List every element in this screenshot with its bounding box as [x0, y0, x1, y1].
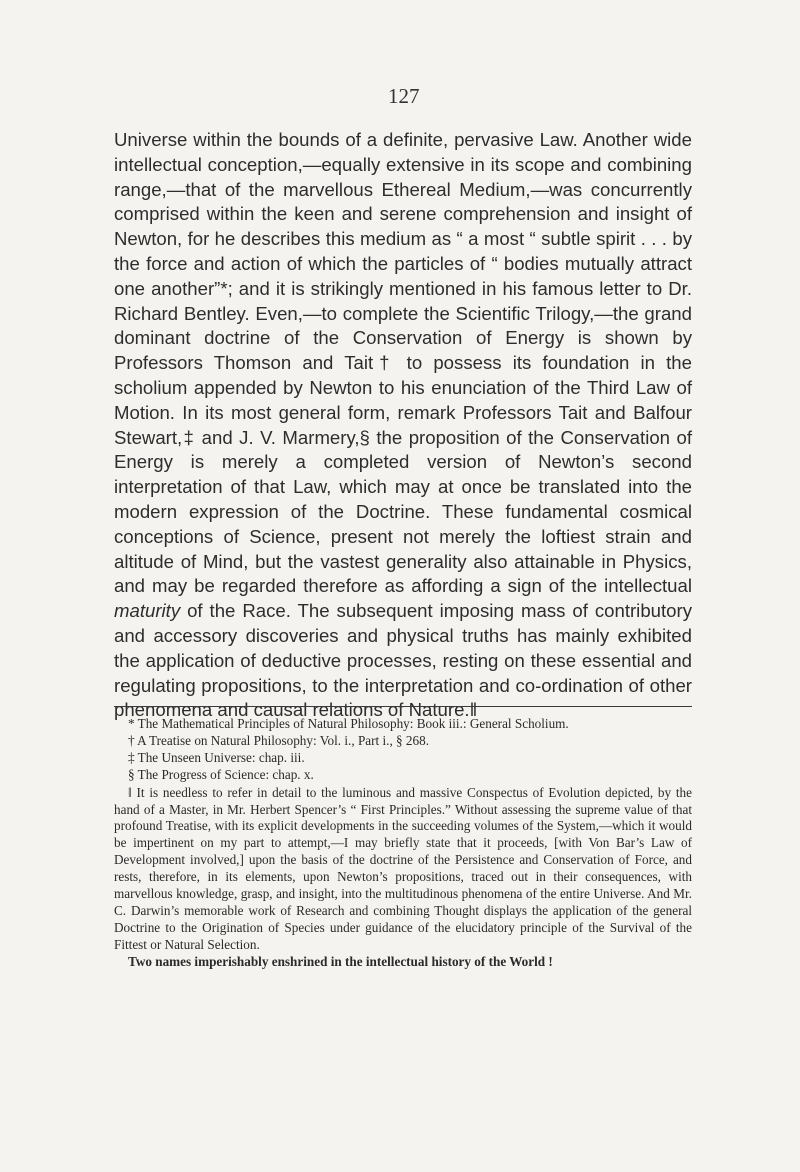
footnote-2: † A Treatise on Natural Philosophy: Vol. i., Part i., § 268. [128, 732, 430, 748]
italic-word: maturity [114, 600, 181, 622]
main-text [114, 128, 692, 723]
footnote-1: * The Mathematical Principles of Natural Philosophy: Book iii.: General Scholium. [128, 716, 569, 731]
paragraph-text-part-1: Universe within the bounds of a definite, pervasive Law. Another wide intellectual conception,—equally extensive in its scope and combining range,—that of the marvellous Ethereal Medium,—was concurrently comprised within the keen and serene comprehension and insight of Newton, for he describes this medium as “ a most “ subtle spirit . . . by the force and action of which the particles of “ bodies mutually attract one another”*; and it is strikingly mentioned in his famous letter to Dr. Richard Bentley. Even,—to complete the Scientific Trilogy,—the grand dominant doctrine of the Conservation of Energy is shown by Professors Thomson and Tait† to possess its foundation in the scholium appended by Newton to his enunciation of the Third Law of Motion. In its most general form, remark Professors Tait and Balfour Stewart,‡ and J. V. Marmery,§ the proposition of the Conservation of Energy is merely a completed version of Newton’s second interpretation of that Law, which may at once be translated into the modern expression of the Doctrine. These fundamental cosmical conceptions of Science, present not merely the loftiest strain and altitude of Mind, but the vastest generality also attainable in Physics, and may be regarded therefore as affording a sign of the intellectual [114, 129, 692, 597]
paragraph-text-part-2: of the Race. The subsequent imposing mass of contributory and accessory discoveries and physical truths has mainly exhibited the application of deductive processes, resting on these essential and regulating propositions, to the interpretation and co-ordination of other phenomena and causal relations of Nature.‖ [114, 600, 692, 721]
footnote-3: ‡ The Unseen Universe: chap. iii. [128, 749, 305, 765]
footnotes [114, 716, 692, 971]
footnote-divider [114, 706, 692, 707]
page-number: 127 [388, 84, 420, 108]
footnote-5: ‖ It is needless to refer in detail to the luminous and massive Conspectus of Evolution depicted, by the hand of a Master, in Mr. Herbert Spencer’s “ First Principles.” Without assessing the supreme value of that profound Treatise, with its explicit developments in the succeeding volumes of the System,—which it would be impertinent on my part to attempt,—I may briefly state that it proceeds, [with Von Bar’s Law of Development involved,] upon the basis of the doctrine of the Persistence and Conservation of Force, and rests, therefore, in its elements, upon Newton’s propositions, traced out in their consequences, with marvellous knowledge, grasp, and insight, into the multitudinous phenomena of the entire Universe. And Mr. C. Darwin’s memorable work of Research and combining Thought displays the application of the general Doctrine to the Origination of Species under guidance of the elucidatory principle of the Survival of the Fittest or Natural Selection. [114, 784, 692, 952]
footnote-4: § The Progress of Science: chap. x. [128, 766, 314, 782]
footnote-closing-line: Two names imperishably enshrined in the intellectual history of the World ! [128, 953, 553, 969]
main-paragraph [114, 128, 692, 723]
